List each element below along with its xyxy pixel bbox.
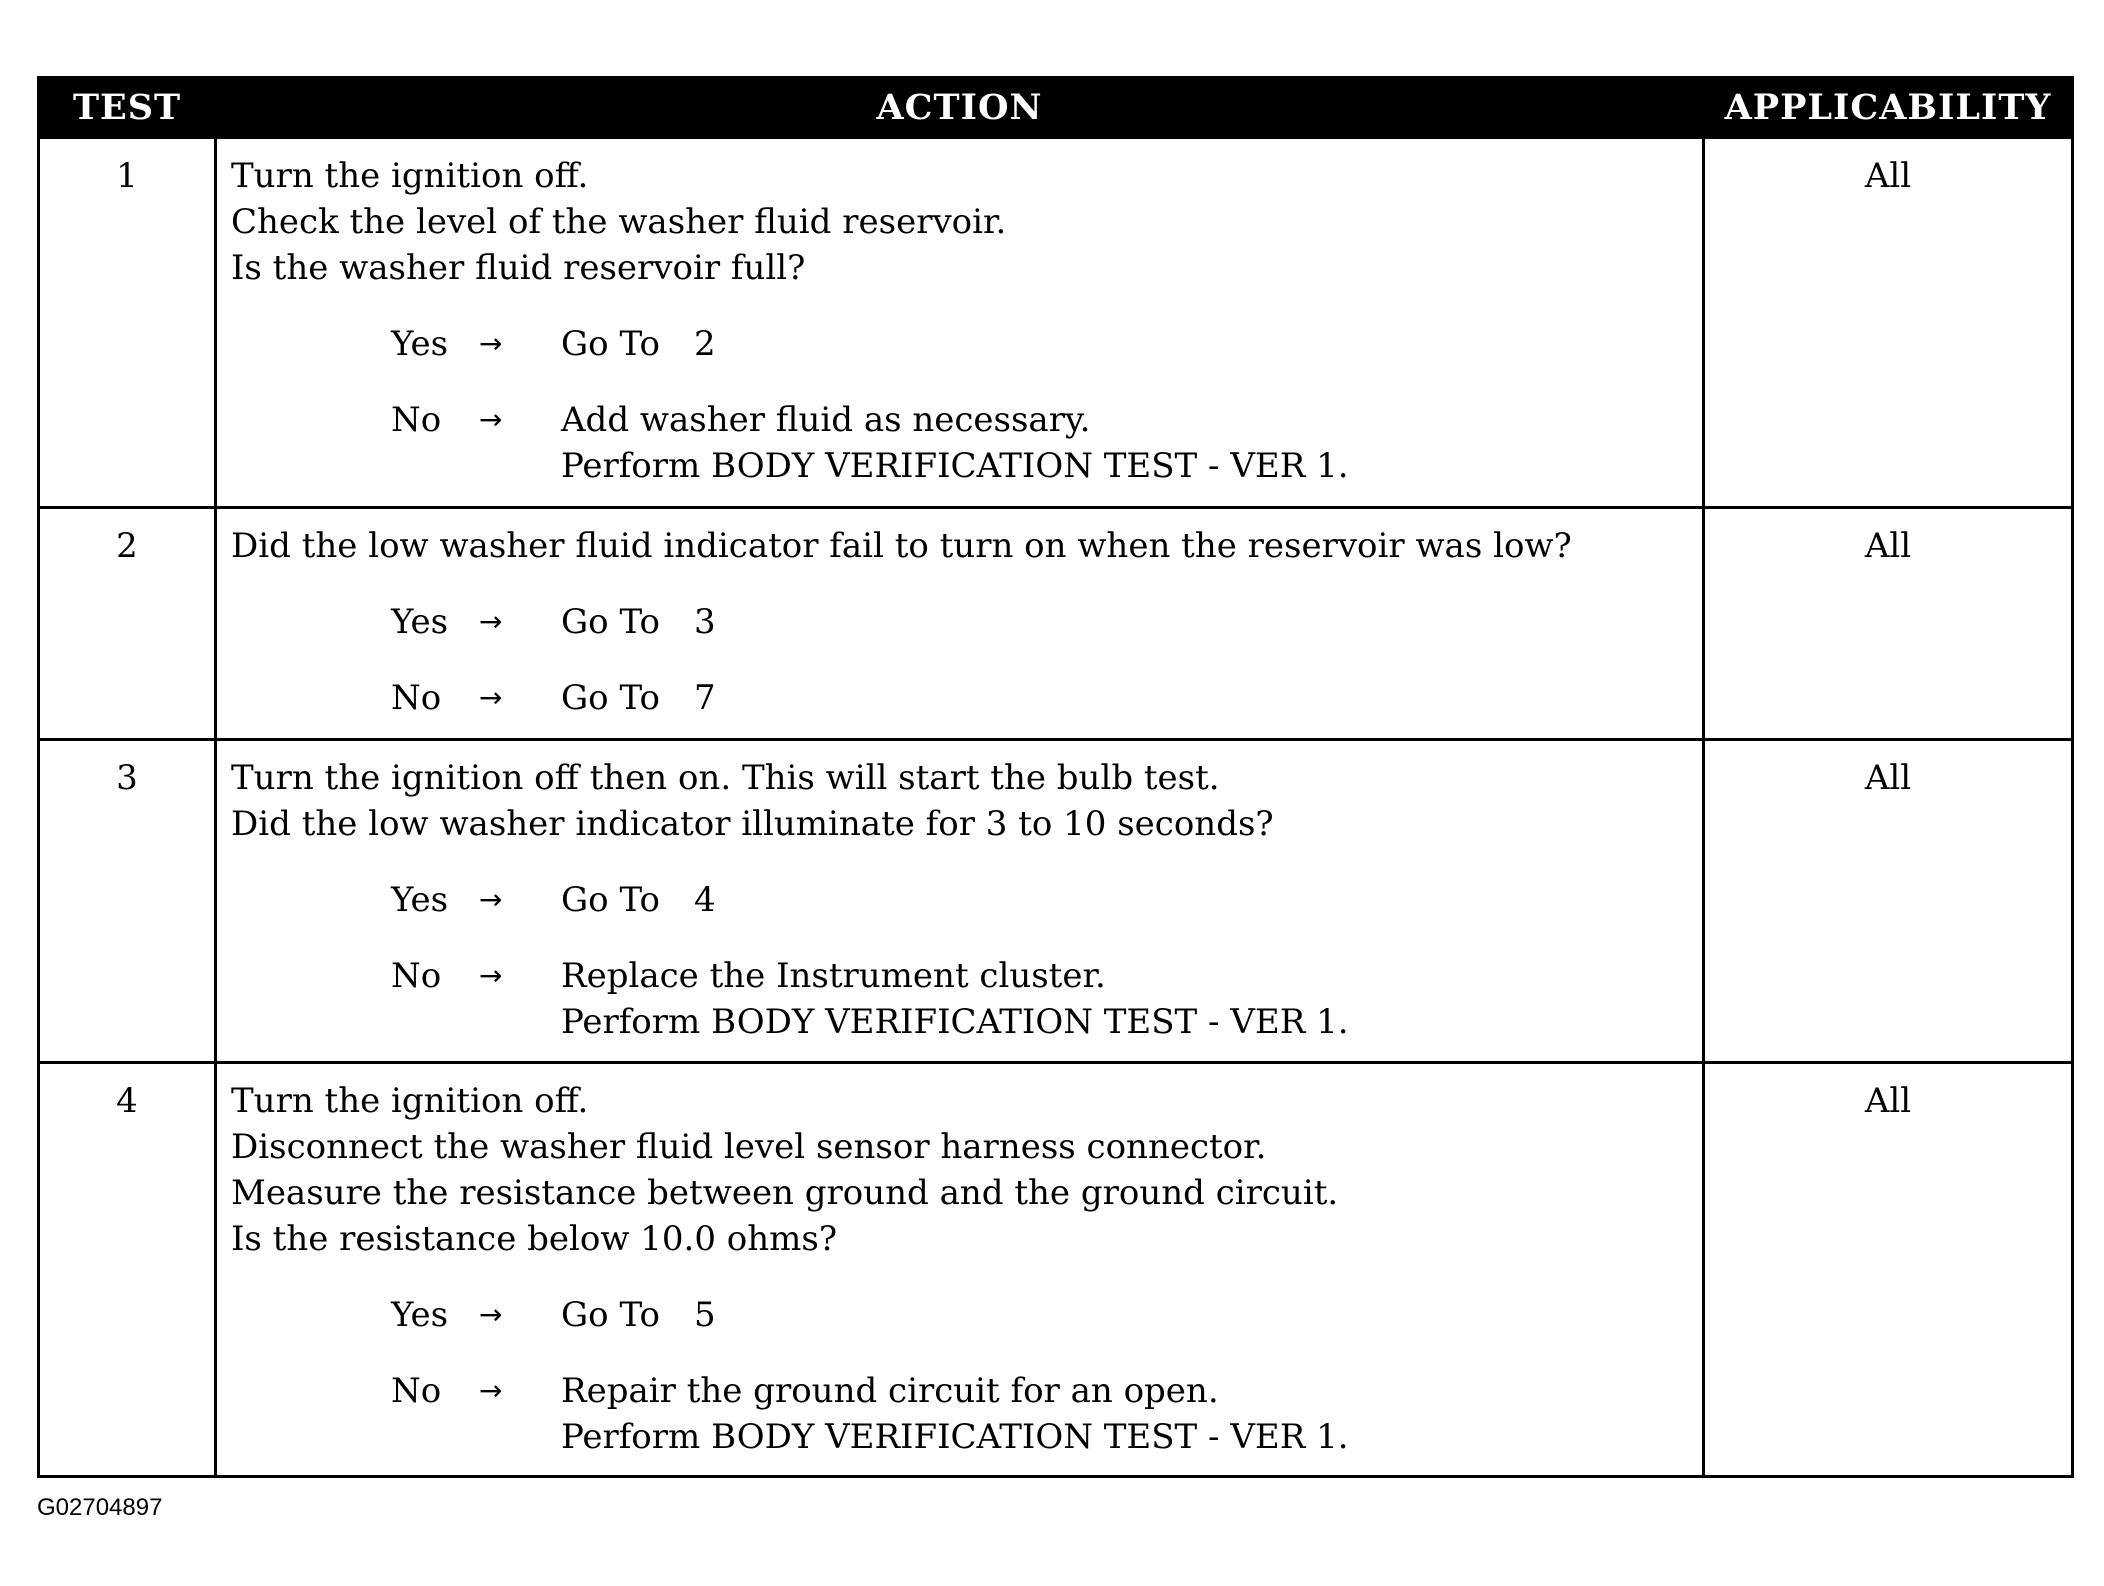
- action-line: Is the washer fluid reservoir full?: [231, 248, 806, 288]
- table-row: [39, 508, 2073, 740]
- yes-result: [561, 877, 716, 923]
- no-result-line: Perform BODY VERIFICATION TEST - VER 1.: [561, 1417, 1349, 1457]
- no-result-line: Add washer fluid as necessary.: [561, 400, 1091, 440]
- no-result: [561, 675, 716, 721]
- goto-text: Go To: [561, 880, 660, 920]
- applicability-cell: All: [1704, 138, 2073, 508]
- table-row: [39, 138, 2073, 508]
- applicability-cell: All: [1704, 1063, 2073, 1477]
- test-number: 3: [39, 740, 216, 1063]
- action-line: Is the resistance below 10.0 ohms?: [231, 1219, 838, 1259]
- header-applicability: APPLICABILITY: [1704, 78, 2073, 138]
- yes-branch: [231, 321, 1690, 367]
- header-action: ACTION: [216, 78, 1704, 138]
- arrow-icon: →: [479, 1298, 503, 1331]
- no-branch: [231, 397, 1690, 489]
- no-result-line: Repair the ground circuit for an open.: [561, 1371, 1219, 1411]
- action-line: Did the low washer fluid indicator fail to turn on when the reservoir was low?: [231, 526, 1572, 566]
- action-line: Disconnect the washer fluid level sensor harness connector.: [231, 1127, 1267, 1167]
- no-result-line: Perform BODY VERIFICATION TEST - VER 1.: [561, 1002, 1349, 1042]
- yes-result: [561, 321, 716, 367]
- action-line: Did the low washer indicator illuminate for 3 to 10 seconds?: [231, 804, 1274, 844]
- table-row: [39, 740, 2073, 1063]
- no-branch: [231, 953, 1690, 1045]
- arrow-icon: →: [479, 403, 503, 436]
- applicability-cell: All: [1704, 740, 2073, 1063]
- no-branch: [231, 675, 1690, 721]
- goto-text: Go To: [561, 324, 660, 364]
- no-result-line: Perform BODY VERIFICATION TEST - VER 1.: [561, 446, 1349, 486]
- yes-label: Yes: [391, 602, 449, 642]
- no-result-line: Replace the Instrument cluster.: [561, 956, 1106, 996]
- arrow-icon: →: [479, 605, 503, 638]
- no-label: No: [391, 1371, 442, 1411]
- arrow-icon: →: [479, 959, 503, 992]
- arrow-icon: →: [479, 1374, 503, 1407]
- yes-branch: [231, 877, 1690, 923]
- action-cell: [216, 508, 1704, 740]
- applicability-cell: All: [1704, 508, 2073, 740]
- action-cell: [216, 1063, 1704, 1477]
- no-label: No: [391, 678, 442, 718]
- action-cell: [216, 138, 1704, 508]
- yes-label: Yes: [391, 324, 449, 364]
- test-number: 2: [39, 508, 216, 740]
- no-branch: [231, 1368, 1690, 1460]
- yes-result: [561, 599, 716, 645]
- no-label: No: [391, 400, 442, 440]
- yes-label: Yes: [391, 1295, 449, 1335]
- header-test: TEST: [39, 78, 216, 138]
- yes-branch: [231, 599, 1690, 645]
- action-line: Turn the ignition off then on. This will start the bulb test.: [231, 758, 1220, 798]
- goto-text: Go To: [561, 678, 660, 718]
- yes-result: [561, 1292, 716, 1338]
- test-number: 1: [39, 138, 216, 508]
- test-number: 4: [39, 1063, 216, 1477]
- no-result: [561, 953, 1349, 1045]
- goto-text: Go To: [561, 602, 660, 642]
- yes-branch: [231, 1292, 1690, 1338]
- goto-number: 5: [693, 1295, 716, 1335]
- arrow-icon: →: [479, 681, 503, 714]
- goto-number: 4: [693, 880, 716, 920]
- action-line: Check the level of the washer fluid reservoir.: [231, 202, 1007, 242]
- no-result: [561, 397, 1349, 489]
- no-result: [561, 1368, 1349, 1460]
- yes-label: Yes: [391, 880, 449, 920]
- figure-id: G02704897: [37, 1494, 163, 1521]
- action-line: Measure the resistance between ground and the ground circuit.: [231, 1173, 1339, 1213]
- action-cell: [216, 740, 1704, 1063]
- goto-number: 7: [693, 678, 716, 718]
- no-label: No: [391, 956, 442, 996]
- action-line: Turn the ignition off.: [231, 156, 589, 196]
- goto-number: 2: [693, 324, 716, 364]
- arrow-icon: →: [479, 327, 503, 360]
- table-header-row: [39, 78, 2073, 138]
- goto-text: Go To: [561, 1295, 660, 1335]
- diagnostic-test-table: [37, 76, 2074, 1478]
- arrow-icon: →: [479, 883, 503, 916]
- table-row: [39, 1063, 2073, 1477]
- goto-number: 3: [693, 602, 716, 642]
- action-line: Turn the ignition off.: [231, 1081, 589, 1121]
